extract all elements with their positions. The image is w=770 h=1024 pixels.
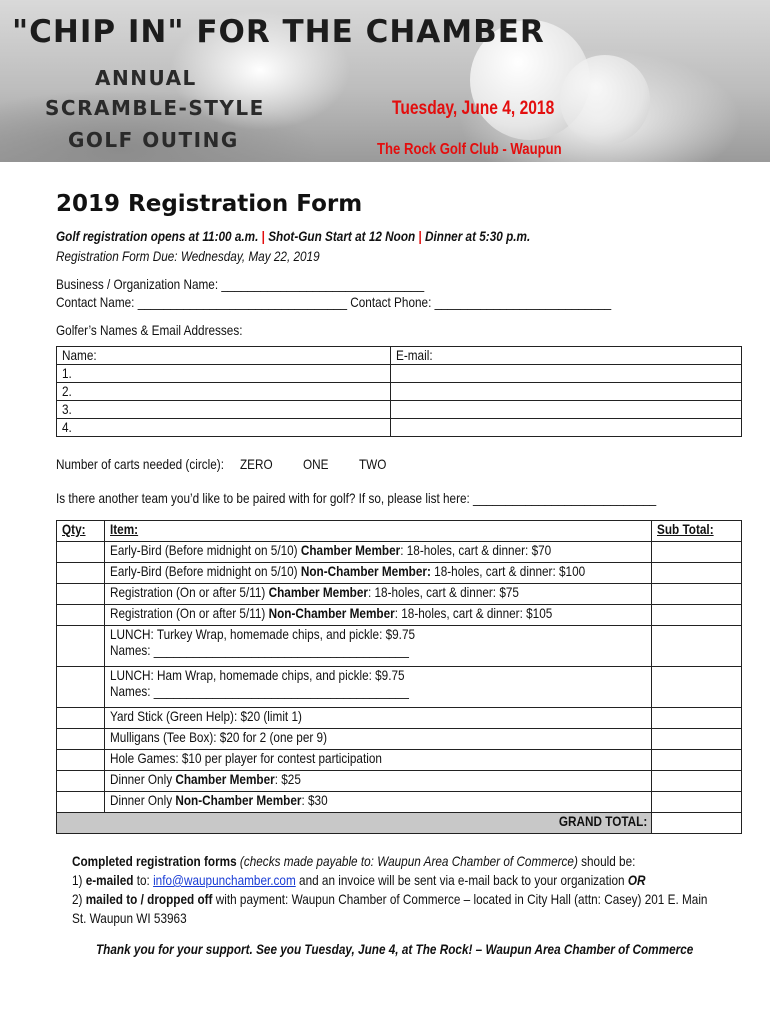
subtotal-cell[interactable]: [652, 626, 742, 667]
email-instructions: 1) e-mailed to: info@waupunchamber.com and an invoice will be sent via e-mail back to your organization OR: [72, 872, 646, 888]
table-row[interactable]: [57, 771, 742, 792]
subtotal-cell[interactable]: [652, 771, 742, 792]
golfers-label: Golfer’s Names & Email Addresses:: [56, 322, 243, 338]
qty-cell[interactable]: [57, 771, 105, 792]
qty-cell[interactable]: [57, 542, 105, 563]
grand-total-label: GRAND TOTAL:: [57, 813, 652, 834]
banner-title: "CHIP IN" FOR THE CHAMBER: [12, 14, 545, 50]
item-cell: Hole Games: $10 per player for contest participation: [105, 750, 652, 771]
grand-total-cell[interactable]: [652, 813, 742, 834]
mail-instructions: 2) mailed to / dropped off with payment: Waupun Chamber of Commerce – located in City Hall (attn: Casey) 201 E. Main: [72, 891, 708, 907]
table-row: [57, 521, 742, 542]
item-cell: Registration (On or after 5/11) Non-Chamber Member: 18-holes, cart & dinner: $105: [105, 605, 652, 626]
qty-cell[interactable]: [57, 584, 105, 605]
separator: |: [418, 228, 422, 244]
banner-subtitle-scramble: SCRAMBLE-STYLE: [45, 96, 265, 120]
header-banner: [0, 0, 770, 162]
subtotal-cell[interactable]: [652, 708, 742, 729]
qty-cell[interactable]: [57, 750, 105, 771]
schedule-dinner: Dinner at 5:30 p.m.: [425, 228, 531, 244]
business-name-field[interactable]: Business / Organization Name: _______________________________: [56, 276, 425, 292]
golfer-email-cell[interactable]: [391, 401, 742, 419]
table-row[interactable]: [57, 708, 742, 729]
table-row[interactable]: [57, 792, 742, 813]
qty-cell[interactable]: [57, 563, 105, 584]
banner-subtitle-annual: ANNUAL: [95, 66, 197, 90]
item-cell: Mulligans (Tee Box): $20 for 2 (one per 9): [105, 729, 652, 750]
subtotal-cell[interactable]: [652, 563, 742, 584]
schedule-registration: Golf registration opens at 11:00 a.m.: [56, 228, 259, 244]
qty-cell[interactable]: [57, 729, 105, 750]
qty-cell[interactable]: [57, 626, 105, 667]
mail-address: St. Waupun WI 53963: [72, 910, 187, 926]
qty-cell[interactable]: [57, 792, 105, 813]
subtotal-cell[interactable]: [652, 667, 742, 708]
event-venue: The Rock Golf Club - Waupun: [377, 141, 562, 158]
table-row[interactable]: [57, 383, 742, 401]
lunch-names-field[interactable]: Names: _______________________________________: [110, 642, 409, 658]
name-header: Name:: [57, 347, 391, 365]
golfer-name-cell[interactable]: 1.: [57, 365, 391, 383]
item-cell: Early-Bird (Before midnight on 5/10) Chamber Member: 18-holes, cart & dinner: $70: [105, 542, 652, 563]
due-date: Registration Form Due: Wednesday, May 22, 2019: [56, 248, 320, 264]
qty-cell[interactable]: [57, 605, 105, 626]
subtotal-cell[interactable]: [652, 729, 742, 750]
subtotal-header: Sub Total:: [652, 521, 742, 542]
contact-line: [56, 294, 611, 310]
subtotal-cell[interactable]: [652, 584, 742, 605]
item-header: Item:: [105, 521, 652, 542]
golfer-name-cell[interactable]: 3.: [57, 401, 391, 419]
table-row[interactable]: [57, 584, 742, 605]
subtotal-cell[interactable]: [652, 605, 742, 626]
item-cell: Dinner Only Non-Chamber Member: $30: [105, 792, 652, 813]
golfer-name-cell[interactable]: 4.: [57, 419, 391, 437]
table-row[interactable]: [57, 750, 742, 771]
table-row[interactable]: [57, 401, 742, 419]
table-row[interactable]: [57, 563, 742, 584]
contact-phone-field[interactable]: Contact Phone: ___________________________: [350, 294, 612, 310]
qty-cell[interactable]: [57, 708, 105, 729]
pairing-question[interactable]: Is there another team you’d like to be paired with for golf? If so, please list here: ____________________________: [56, 490, 657, 506]
golfer-email-cell[interactable]: [391, 365, 742, 383]
schedule-shotgun: Shot-Gun Start at 12 Noon: [268, 228, 416, 244]
form-title: 2019 Registration Form: [56, 191, 363, 217]
subtotal-cell[interactable]: [652, 542, 742, 563]
event-date: Tuesday, June 4, 2018: [392, 98, 555, 119]
golfers-table: [56, 346, 742, 437]
table-row[interactable]: [57, 667, 742, 708]
table-row[interactable]: [57, 365, 742, 383]
table-row[interactable]: [57, 542, 742, 563]
banner-subtitle-golf: GOLF OUTING: [68, 128, 239, 152]
golf-ball-graphic: [560, 55, 650, 145]
item-cell: LUNCH: Ham Wrap, homemade chips, and pickle: $9.75 Names: _______________________________________: [105, 667, 652, 708]
item-cell: Early-Bird (Before midnight on 5/10) Non-Chamber Member: 18-holes, cart & dinner: $100: [105, 563, 652, 584]
table-row[interactable]: [57, 605, 742, 626]
carts-label: Number of carts needed (circle):: [56, 456, 224, 472]
table-row[interactable]: [57, 419, 742, 437]
instructions-line: Completed registration forms (checks made payable to: Waupun Area Chamber of Commerce) should be:: [72, 853, 636, 869]
email-link[interactable]: info@waupunchamber.com: [153, 872, 296, 888]
item-cell: Dinner Only Chamber Member: $25: [105, 771, 652, 792]
table-row[interactable]: [57, 729, 742, 750]
table-row[interactable]: [57, 626, 742, 667]
golfer-email-cell[interactable]: [391, 419, 742, 437]
qty-header: Qty:: [57, 521, 105, 542]
contact-name-field[interactable]: Contact Name: ________________________________: [56, 294, 347, 310]
separator: |: [261, 228, 265, 244]
golfer-name-cell[interactable]: 2.: [57, 383, 391, 401]
grand-total-row: [57, 813, 742, 834]
item-cell: Registration (On or after 5/11) Chamber Member: 18-holes, cart & dinner: $75: [105, 584, 652, 605]
pricing-table: [56, 520, 742, 834]
table-row: [57, 347, 742, 365]
subtotal-cell[interactable]: [652, 750, 742, 771]
carts-option-one[interactable]: ONE: [303, 456, 329, 472]
golfer-email-cell[interactable]: [391, 383, 742, 401]
lunch-names-field[interactable]: Names: _______________________________________: [110, 683, 409, 699]
schedule-line: [56, 228, 530, 244]
qty-cell[interactable]: [57, 667, 105, 708]
carts-option-zero[interactable]: ZERO: [240, 456, 273, 472]
email-header: E-mail:: [391, 347, 742, 365]
item-cell: Yard Stick (Green Help): $20 (limit 1): [105, 708, 652, 729]
subtotal-cell[interactable]: [652, 792, 742, 813]
item-cell: LUNCH: Turkey Wrap, homemade chips, and pickle: $9.75 Names: _______________________________________: [105, 626, 652, 667]
thank-you-line: Thank you for your support. See you Tuesday, June 4, at The Rock! – Waupun Area Chamber of Commerce: [96, 941, 694, 957]
carts-option-two[interactable]: TWO: [359, 456, 387, 472]
